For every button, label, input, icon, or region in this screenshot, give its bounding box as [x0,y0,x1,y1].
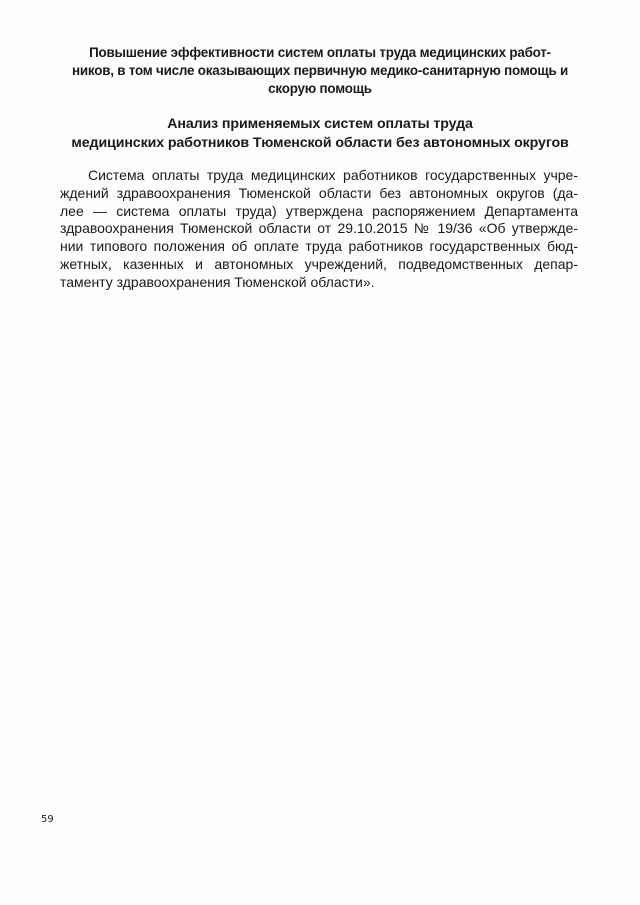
paragraph-line: таменту здравоохранения Тюменской области». [60,273,375,290]
paragraph-line: ждений здравоохранения Тюменской области без автономных округов (да- [60,184,578,201]
paragraph-line: Система оплаты труда медицинских работников государственных учре- [88,167,578,183]
document-title [40,44,600,98]
section-heading-line: медицинских работников Тюменской области без автономных округов [71,135,569,151]
paragraph-line: лее — система оплаты труда) утверждена распоряжением Департамента [60,202,578,219]
paragraph-line: здравоохранения Тюменской области от 29.10.2015 № 19/36 «Об утвержде- [60,220,578,237]
paragraph-line: жетных, казенных и автономных учреждений, подведомственных депар- [60,255,578,272]
body-paragraph [60,167,578,292]
title-line: Повышение эффективности систем оплаты труда медицинских работ- [89,45,551,60]
title-line: ников, в том числе оказывающих первичную медико-санитарную помощь и [71,63,569,78]
title-line: скорую помощь [268,81,372,96]
section-heading-line: Анализ применяемых систем оплаты труда [167,116,473,132]
section-heading [30,115,610,153]
page-number: 59 [41,814,54,825]
paragraph-line: нии типового положения об оплате труда работников государственных бюд- [60,238,578,255]
